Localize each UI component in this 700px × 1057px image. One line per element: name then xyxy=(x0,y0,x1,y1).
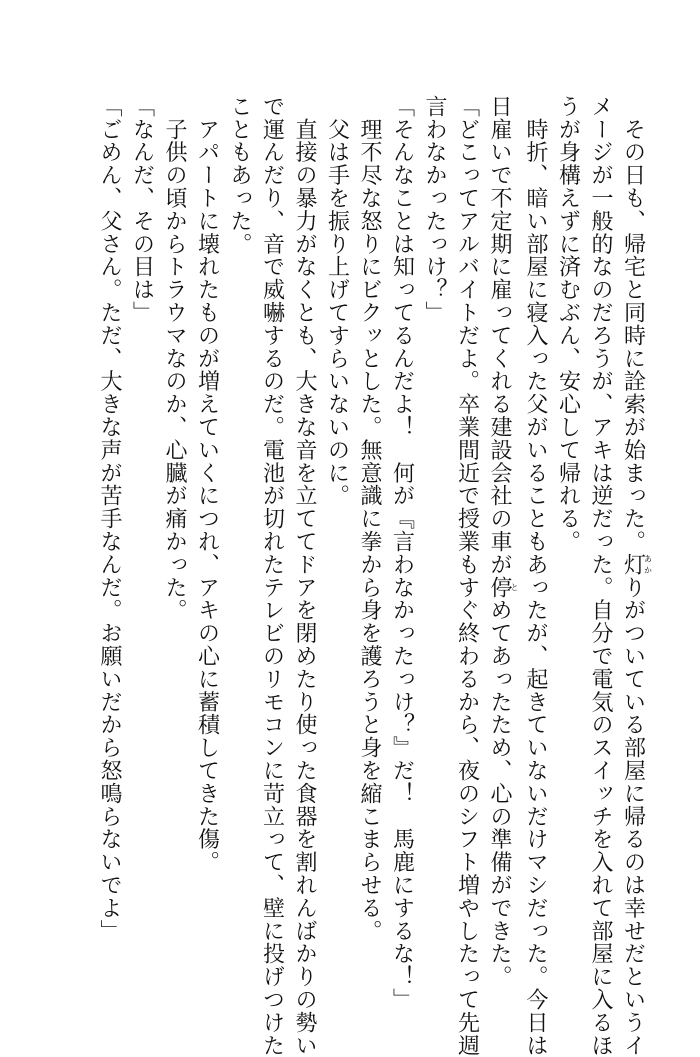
text-segment: 父は手を振り上げてすらいないのに。 xyxy=(324,95,350,508)
text-segment: で運んだり、音で威嚇するのだ。電池が切れたテレビのリモコンに苛立って、壁に投げつけた xyxy=(259,95,285,1057)
text-line xyxy=(483,95,519,989)
text-line xyxy=(353,95,386,955)
text-line xyxy=(551,95,584,955)
text-line xyxy=(320,95,353,955)
text-line xyxy=(418,95,451,955)
text-segment: 言わなかったっけ？」 xyxy=(422,95,447,324)
furigana-reading: と xyxy=(510,575,519,599)
vertical-text-body xyxy=(93,95,653,1057)
text-line xyxy=(519,95,552,1057)
text-segment: 「そんなことは知ってるんだよ！ 何が『言わなかったっけ？』だ！ 馬鹿にするな！」 xyxy=(389,95,415,1011)
text-segment: 「どこってアルバイトだよ。卒業間近で授業もすぐ終わるから、夜のシフト増やしたって先週 xyxy=(454,95,480,1057)
text-segment: こともあった。 xyxy=(227,95,252,256)
text-segment: めてあったため、心の準備ができた。 xyxy=(487,598,512,989)
text-line xyxy=(125,95,158,955)
text-line xyxy=(190,95,223,955)
text-line xyxy=(584,95,617,1057)
text-segment: 時折、暗い部屋に寝入った父がいることもあったが、起きていないだけマシだった。今日は xyxy=(523,95,548,1057)
furigana-base: 灯 xyxy=(620,553,646,576)
text-segment: その日も、帰宅と同時に詮索が始まった。 xyxy=(620,95,646,553)
furigana-word xyxy=(487,575,519,599)
text-line xyxy=(450,95,483,1057)
text-line xyxy=(223,95,256,955)
text-segment: 理不尽な怒りにビクッとした。無意識に拳から身を護ろうと身を縮こまらせる。 xyxy=(357,95,382,943)
text-line xyxy=(158,95,191,955)
furigana-base: 停 xyxy=(487,575,512,599)
text-segment: メージが一般的なのだろうが、アキは逆だった。自分で電気のスイッチを入れて部屋に入るほ xyxy=(588,95,613,1057)
text-line xyxy=(385,95,418,1011)
text-segment: りがついている部屋に帰るのは幸せだというイ xyxy=(620,575,646,1057)
text-segment: アパートに壊れたものが増えていくにつれ、アキの心に蓄積してきた傷。 xyxy=(194,95,220,874)
furigana-reading: あか xyxy=(643,553,653,576)
text-segment: 日雇いで不定期に雇ってくれる建設会社の車が xyxy=(487,95,512,576)
text-segment: 直接の暴力がなくとも、大きな音を立ててドアを閉めたり使った食器を割れんばかりの勢い xyxy=(292,95,317,1057)
text-line xyxy=(93,95,126,955)
text-segment: 「ごめん、父さん。ただ、大きな声が苦手なんだ。お願いだから怒鳴らないでよ」 xyxy=(97,95,122,943)
text-segment: うが身構えずに済むぶん、安心して帰れる。 xyxy=(555,95,581,553)
furigana-word xyxy=(620,553,653,576)
text-line xyxy=(255,95,288,1057)
text-line xyxy=(288,95,321,1057)
text-segment: 「なんだ、その目は」 xyxy=(129,95,155,324)
text-line xyxy=(616,95,653,1057)
text-segment: 子供の頃からトラウマなのか、心臓が痛かった。 xyxy=(162,95,187,622)
